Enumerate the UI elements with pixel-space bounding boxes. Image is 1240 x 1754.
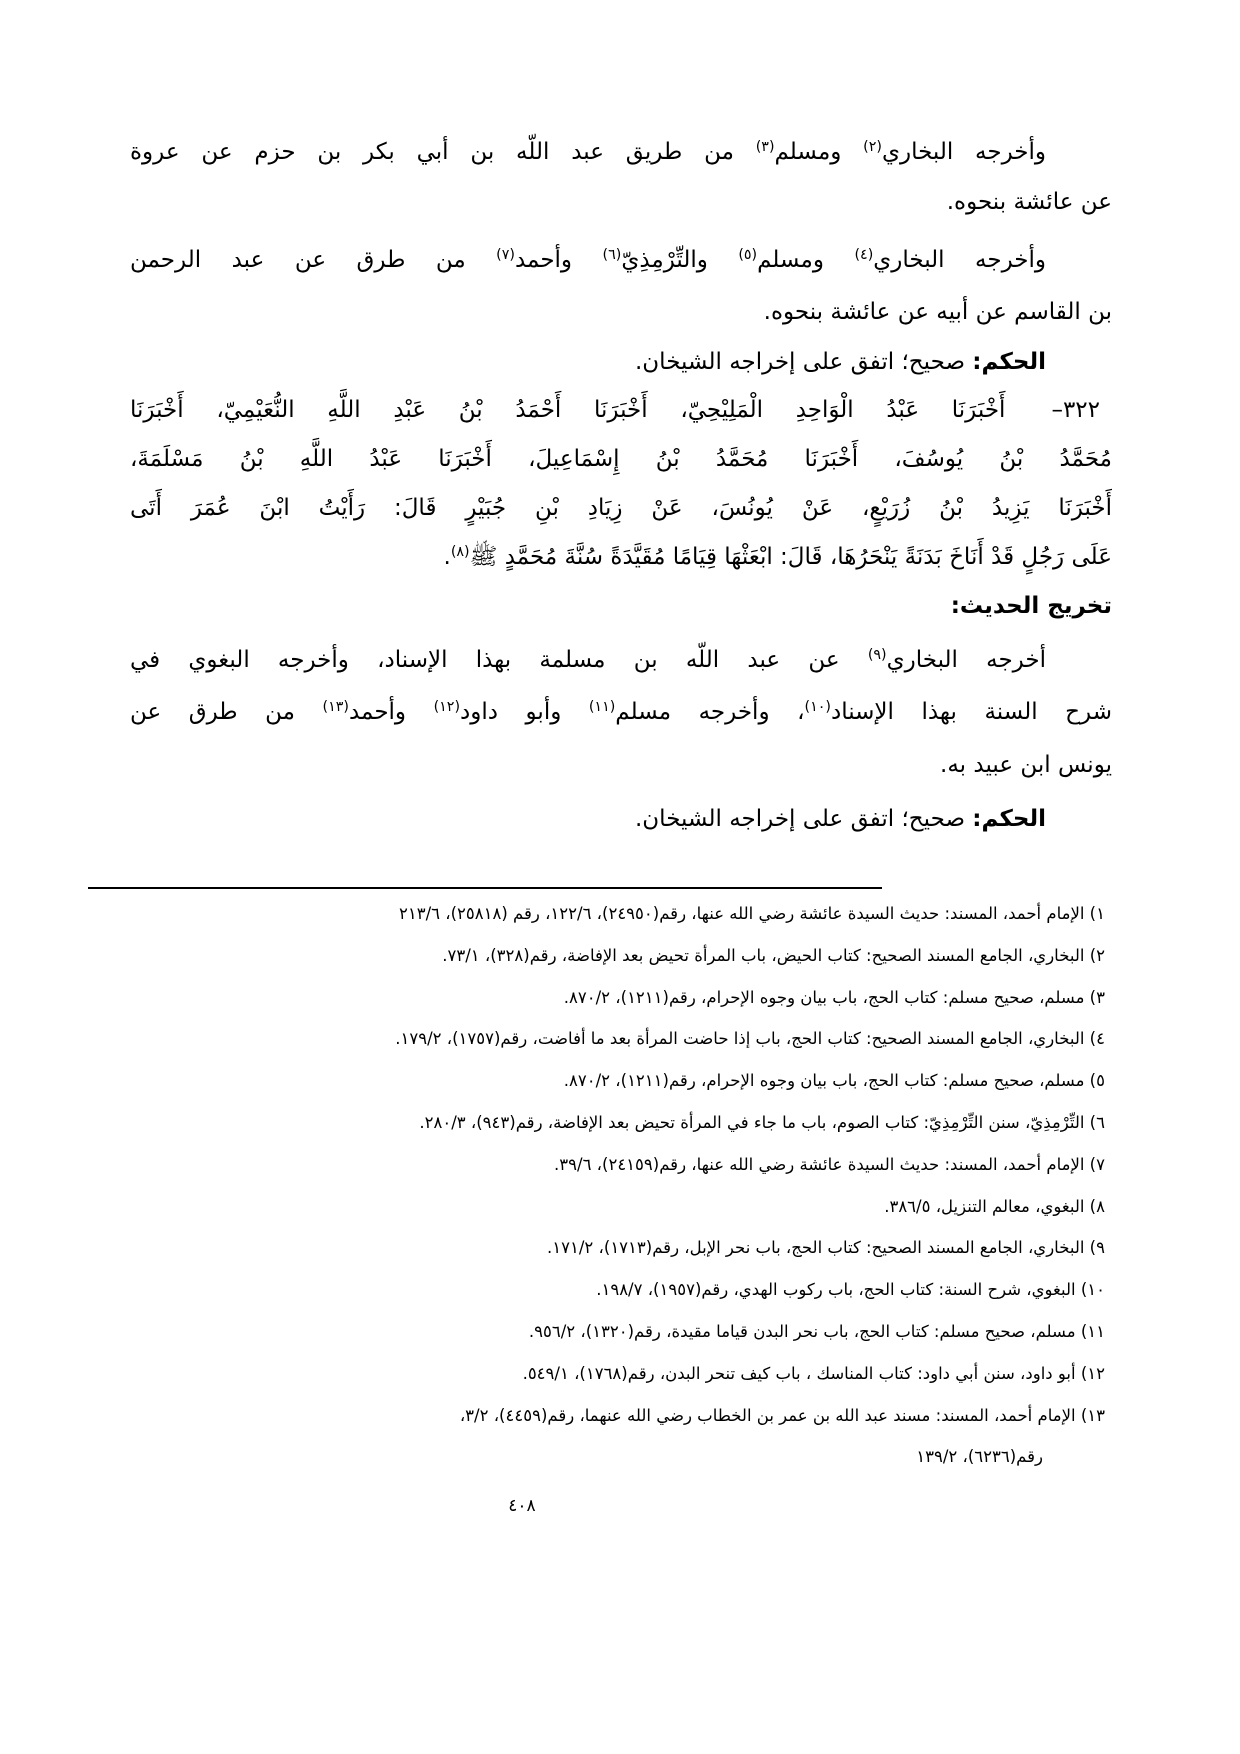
footnote-ref-4: (٤) [854,247,874,264]
footnote-3: ٣) مسلم، صحيح مسلم: كتاب الحج، باب بيان وجوه الإحرام، رقم(١٢١١)، ٨٧٠/٢. [563,987,1105,1007]
footnote-ref-2: (٢) [863,139,882,156]
hadith-text: أَخْبَرَنَا عَبْدُ الْوَاحِدِ الْمَلِيْحِيّ، أَخْبَرَنَا أَحْمَدُ بْنُ عَبْدِ اللَّهِ النُّعَيْمِيّ، أَخْبَرَنَا [130,397,1006,423]
text-run: شرح السنة بهذا الإسناد [830,699,1112,725]
paragraph-1-line-2 [130,177,1112,227]
text-run: والتِّرْمِذِيّ [621,247,739,273]
paragraph-3-line-3 [130,740,1112,790]
footnote-6: ٦) التِّرْمِذِيّ، سنن التِّرْمِذِيّ: كتاب الصوم، باب ما جاء في المرأة تحيض بعد الإفاضة، رقم(٩٤٣)، ٢٨٠/٣. [419,1112,1105,1132]
footnote-13-continuation: رقم(٦٢٣٦)، ١٣٩/٢ [916,1447,1043,1467]
footnote-ref-10: (١٠) [804,699,831,716]
footnote-7: ٧) الإمام أحمد، المسند: حديث السيدة عائشة رضي الله عنها، رقم(٢٤١٥٩)، ٣٩/٦. [554,1154,1105,1174]
footnote-ref-11: (١١) [588,699,616,716]
footnotes [95,893,1105,1478]
footnote-8: ٨) البغوي، معالم التنزيل، ٣٨٦/٥. [884,1196,1105,1216]
hadith-end: . [443,544,451,570]
paragraph-1-line-1 [130,127,1112,177]
footnote-ref-12: (١٢) [433,699,461,716]
footnote-13: ١٣) الإمام أحمد، المسند: مسند عبد الله بن عمر بن الخطاب رضي الله عنهما، رقم(٤٤٥٩)، ٣/٢، [459,1405,1105,1425]
text-run: وأحمد [514,247,603,273]
footnote-ref-5: (٥) [738,247,758,264]
hadith-line-3 [130,483,1112,533]
ruling-label: الحكم: [972,806,1046,832]
text-run: وأبو داود [460,699,589,725]
text-run: من طرق عن [130,699,323,725]
ruling-2 [130,794,1112,844]
text-run: أخرجه البخاري [886,647,1046,673]
takhrij-heading [130,581,1112,631]
paragraph-3-line-2 [130,687,1112,737]
text-run: ، وأخرجه مسلم [615,699,805,725]
text-run: من طرق عن عبد الرحمن [130,247,497,273]
ruling-label: الحكم: [972,349,1046,375]
footnote-11: ١١) مسلم، صحيح مسلم: كتاب الحج، باب نحر البدن قياما مقيدة، رقم(١٣٢٠)، ٩٥٦/٢. [528,1321,1105,1341]
hadith-line-4 [130,532,1112,582]
text-run: وأخرجه البخاري [873,247,1046,273]
text-run: ومسلم [757,247,855,273]
paragraph-3-line-1 [130,635,1112,685]
paragraph-2-line-1 [130,235,1112,285]
footnote-ref-13: (١٣) [322,699,349,716]
text-run: وأخرجه البخاري [881,139,1047,165]
footnote-ref-8: (٨) [450,544,470,561]
footnote-ref-7: (٧) [496,247,515,264]
footnote-1: ١) الإمام أحمد، المسند: حديث السيدة عائشة رضي الله عنها، رقم(٢٤٩٥٠)، ١٢٢/٦، رقم (٢٥٨١٨)، ٢١٣/٦ [398,904,1105,923]
footnote-10: ١٠) البغوي، شرح السنة: كتاب الحج، باب ركوب الهدي، رقم(١٩٥٧)، ١٩٨/٧. [596,1280,1105,1300]
footnote-12: ١٢) أبو داود، سنن أبي داود: كتاب المناسك ، باب كيف تنحر البدن، رقم(١٧٦٨)، ٥٤٩/١. [522,1363,1105,1383]
ruling-text: صحيح؛ اتفق على إخراجه الشيخان. [634,349,973,375]
ruling-text: صحيح؛ اتفق على إخراجه الشيخان. [634,806,973,832]
hadith-number: ٣٢٢– [1051,397,1100,423]
footnote-ref-9: (٩) [867,647,887,664]
text-run: وأحمد [348,699,434,725]
hadith-line-2 [130,434,1112,484]
hadith-line-1 [130,385,1112,435]
text-run: بن القاسم عن أبيه عن عائشة بنحوه. [763,299,1112,325]
text-run: ومسلم [774,139,864,165]
text-run: يونس ابن عبيد به. [940,752,1112,778]
footnote-5: ٥) مسلم، صحيح مسلم: كتاب الحج، باب بيان وجوه الإحرام، رقم(١٢١١)، ٨٧٠/٢. [563,1071,1105,1091]
section-heading: تخريج الحديث: [950,593,1112,619]
footnote-ref-3: (٣) [755,139,775,156]
hadith-text: أَخْبَرَنَا يَزِيدُ بْنُ زُرَيْعٍ، عَنْ يُونُسَ، عَنْ زِيَادِ بْنِ جُبَيْرٍ قَالَ: رَأَيْتُ ابْنَ عُمَرَ أَتَى [130,495,1112,521]
ruling-1 [130,337,1112,387]
footnote-9: ٩) البخاري، الجامع المسند الصحيح: كتاب الحج، باب نحر الإبل، رقم(١٧١٣)، ١٧١/٢. [547,1238,1105,1258]
footnote-2: ٢) البخاري، الجامع المسند الصحيح: كتاب الحيض، باب المرأة تحيض بعد الإفاضة، رقم(٣٢٨)، ٧٣/١. [442,945,1105,965]
footnote-ref-6: (٦) [602,247,622,264]
text-run: عن عبد اللّه بن مسلمة بهذا الإسناد، وأخرجه البغوي في [130,647,868,673]
text-run: من طريق عبد اللّه بن أبي بكر بن حزم عن عروة [130,139,756,165]
paragraph-2-line-2 [130,287,1112,337]
footnote-4: ٤) البخاري، الجامع المسند الصحيح: كتاب الحج، باب إذا حاضت المرأة بعد ما أفاضت، رقم(١٧٥٧)، ١٧٩/٢. [395,1029,1105,1049]
footnote-separator [88,887,882,889]
text-run: عن عائشة بنحوه. [946,189,1112,215]
page-number: ٤٠٨ [508,1496,536,1516]
hadith-text: عَلَى رَجُلٍ قَدْ أَنَاخَ بَدَنَةً يَنْحَرُهَا، قَالَ: ابْعَثْهَا قِيَامًا مُقَيَّدَةً سُنَّةَ مُحَمَّدٍ ﷺ [469,544,1112,570]
hadith-text: مُحَمَّدُ بْنُ يُوسُفَ، أَخْبَرَنَا مُحَمَّدُ بْنُ إِسْمَاعِيلَ، أَخْبَرَنَا عَبْدُ اللَّهِ بْنُ مَسْلَمَةَ، [130,446,1112,472]
main-text [130,0,1112,860]
